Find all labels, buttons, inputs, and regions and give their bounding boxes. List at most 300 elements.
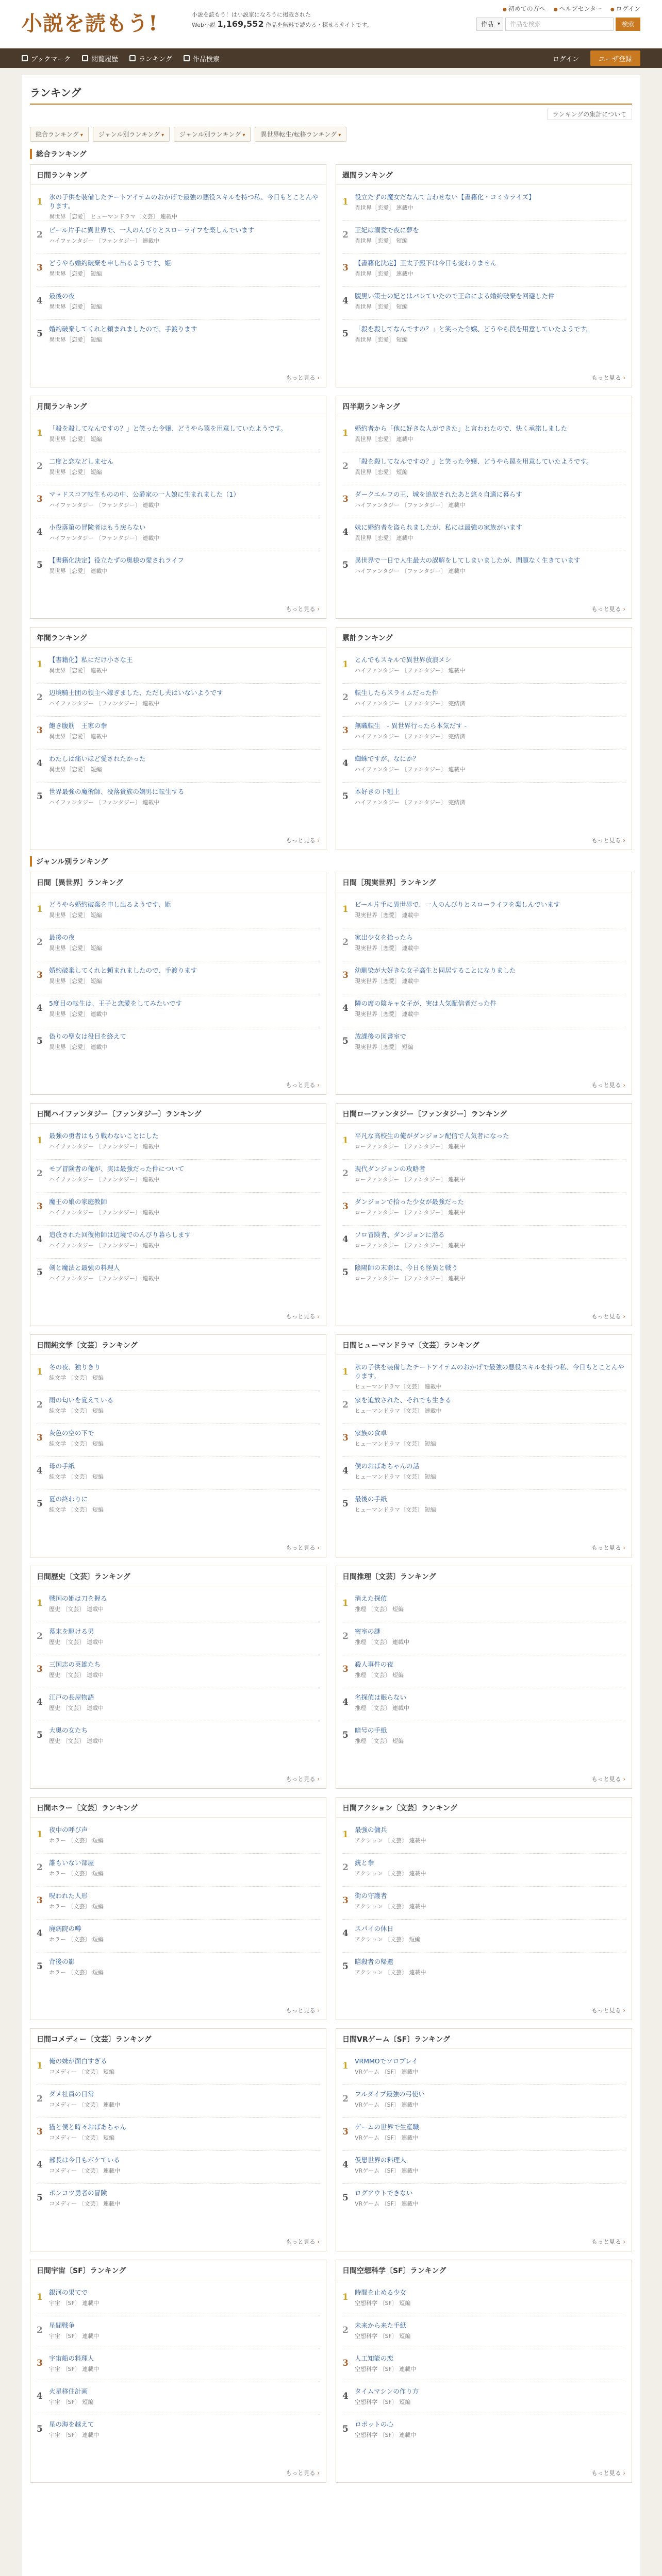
novel-title-link[interactable]: 俺の妹が面白すぎる	[49, 2057, 107, 2065]
ranking-item[interactable]	[342, 1457, 625, 1490]
ranking-item[interactable]	[37, 1457, 320, 1490]
rank-number: 2	[37, 2094, 43, 2104]
ranking-item[interactable]	[37, 1655, 320, 1688]
novel-title-link[interactable]: 腹黒い策士の妃とはバレていたので王命による婚約破棄を回避した件	[355, 292, 555, 300]
more-link[interactable]: もっと見る ›	[286, 2238, 320, 2246]
more-link[interactable]: もっと見る ›	[591, 374, 625, 382]
novel-title-link[interactable]: 【書籍化】私にだけ小さな王	[49, 656, 133, 664]
ranking-item[interactable]	[342, 1027, 625, 1060]
rank-number: 4	[37, 2391, 43, 2401]
crown-icon	[129, 55, 136, 61]
ranking-item[interactable]	[37, 750, 320, 783]
novel-title-link[interactable]: 蜘蛛ですが、なにか？	[355, 755, 420, 762]
novel-title-link[interactable]: 婚約破棄してくれと頼まれましたので、手渡ります	[49, 967, 197, 974]
ranking-item-body	[49, 1164, 320, 1188]
novel-meta: 異世界［恋愛］ 連載中	[355, 270, 413, 277]
novel-title-link[interactable]: 大奥の女たち	[49, 1726, 88, 1734]
ranking-box	[336, 1103, 632, 1326]
ranking-item-body	[355, 1693, 625, 1717]
novel-title-link[interactable]: ゲームの世界で生産職	[355, 2123, 420, 2131]
novel-title-link[interactable]: 時間を止める少女	[355, 2289, 407, 2296]
novel-meta: 異世界［恋愛］ 短編	[49, 469, 102, 476]
novel-title-link[interactable]: 戦国の姫は刀を握る	[49, 1595, 107, 1602]
ranking-item[interactable]	[37, 1027, 320, 1060]
novel-meta: 異世界［恋愛］ 短編	[49, 436, 102, 443]
novel-title-link[interactable]: ログアウトできない	[355, 2189, 413, 2197]
novel-title-link[interactable]: 殺人事件の夜	[355, 1660, 394, 1668]
ranking-item-body	[49, 1891, 320, 1915]
novel-title-link[interactable]: 家出少女を拾ったら	[355, 934, 413, 941]
more-link[interactable]: もっと見る ›	[591, 1775, 625, 1783]
more-link[interactable]: もっと見る ›	[591, 1544, 625, 1552]
novel-meta: コメディー 〔文芸〕 連載中	[49, 2167, 121, 2174]
first-visit-link[interactable]: ● 初めての方へ	[503, 4, 545, 13]
ranking-item-body	[49, 556, 320, 580]
novel-title-link[interactable]: 江戸の長屋物語	[49, 1693, 94, 1701]
novel-title-link[interactable]: ダンジョンで拾った少女が最強だった	[355, 1198, 465, 1206]
rank-number: 2	[342, 2094, 349, 2104]
ranking-item[interactable]	[37, 1920, 320, 1953]
more-link[interactable]: もっと見る ›	[286, 836, 320, 844]
ranking-box	[30, 1797, 326, 2020]
novel-title-link[interactable]: 部長は今日もボケている	[49, 2156, 120, 2164]
ranking-box-title: 日間ハイファンタジー〔ファンタジー〕ランキング	[30, 1104, 326, 1124]
novel-title-link[interactable]: 「殺を殺してなんですの？」と笑った令嬢、どうやら罠を用意していたようです。	[355, 457, 593, 465]
novel-title-link[interactable]: 冬の夜、独りきり	[49, 1363, 101, 1371]
ranking-list	[336, 1586, 632, 1757]
novel-meta: 異世界［恋愛］ 短編	[355, 303, 408, 310]
novel-title-link[interactable]: フルダイブ最強の弓使い	[355, 2090, 425, 2098]
ranking-item[interactable]	[342, 1920, 625, 1953]
ranking-item[interactable]	[37, 1259, 320, 1292]
more-link[interactable]: もっと見る ›	[286, 2469, 320, 2477]
ranking-item-body	[355, 2123, 625, 2146]
ranking-item[interactable]	[37, 1953, 320, 1986]
ranking-item[interactable]	[37, 1424, 320, 1457]
ranking-item[interactable]	[37, 2151, 320, 2184]
novel-title-link[interactable]: 呪われた人形	[49, 1892, 88, 1900]
novel-title-link[interactable]: どうやら婚約破棄を申し出るようです、姫	[49, 901, 171, 908]
novel-title-link[interactable]: 星の海を越えて	[49, 2420, 94, 2428]
ranking-item[interactable]	[37, 254, 320, 287]
ranking-item-body	[355, 193, 625, 216]
novel-title-link[interactable]: 最後の夜	[49, 292, 75, 300]
ranking-item[interactable]	[37, 1821, 320, 1854]
novel-title-link[interactable]: どうやら婚約破棄を申し出るようです、姫	[49, 259, 171, 267]
ranking-item[interactable]	[342, 2151, 625, 2184]
novel-title-link[interactable]: VRMMOでソロプレイ	[355, 2057, 418, 2065]
novel-title-link[interactable]: 幕末を駆ける男	[49, 1628, 94, 1635]
novel-title-link[interactable]: ソロ冒険者、ダンジョンに潜る	[355, 1231, 445, 1239]
novel-title-link[interactable]: 街の守護者	[355, 1892, 387, 1900]
novel-title-link[interactable]: ダークエルフの王、城を追放されたあと悠々自適に暮らす	[355, 490, 522, 498]
ranking-item[interactable]	[342, 684, 625, 717]
novel-meta: 異世界［恋愛］ 短編	[49, 912, 102, 919]
ranking-item[interactable]	[37, 895, 320, 928]
ranking-item[interactable]	[342, 419, 625, 452]
tab-genre[interactable]: ジャンル別ランキング ▾	[93, 127, 170, 142]
novel-title-link[interactable]: 隣の席の陰キャ女子が、実は人気配信者だった件	[355, 999, 497, 1007]
rank-number: 3	[342, 1664, 349, 1674]
ranking-box	[30, 164, 326, 387]
ranking-item[interactable]	[342, 2415, 625, 2448]
novel-title-link[interactable]: 家族の食卓	[355, 1429, 387, 1437]
novel-title-link[interactable]: 密室の謎	[355, 1628, 381, 1635]
novel-title-link[interactable]: 5度目の転生は、王子と恋愛をしてみたいです	[49, 999, 182, 1007]
more-link[interactable]: もっと見る ›	[286, 1775, 320, 1783]
novel-meta: VRゲーム 〔SF〕 連載中	[355, 2069, 419, 2075]
ranking-item[interactable]	[37, 2349, 320, 2382]
ranking-item[interactable]	[342, 2349, 625, 2382]
ranking-item[interactable]	[342, 2382, 625, 2415]
ranking-item[interactable]	[342, 994, 625, 1027]
ranking-item[interactable]	[37, 1688, 320, 1721]
novel-meta: ホラー 〔文芸〕 短編	[49, 1870, 104, 1877]
ranking-item[interactable]	[342, 1854, 625, 1887]
ranking-item[interactable]	[342, 2316, 625, 2349]
novel-title-link[interactable]: 誰もいない部屋	[49, 1859, 94, 1867]
ranking-item[interactable]	[342, 518, 625, 551]
novel-title-link[interactable]: とんでもスキルで異世界放浪メシ	[355, 656, 452, 664]
ranking-item-body	[49, 2420, 320, 2444]
novel-title-link[interactable]: タイムマシンの作り方	[355, 2387, 419, 2395]
novel-title-link[interactable]: 名探偵は眠らない	[355, 1693, 407, 1701]
more-link[interactable]: もっと見る ›	[286, 2006, 320, 2014]
search-input[interactable]: 作品を検索	[505, 18, 614, 31]
ranking-item[interactable]	[342, 1721, 625, 1754]
rank-number: 3	[37, 725, 43, 736]
ranking-item[interactable]	[342, 2052, 625, 2085]
novel-title-link[interactable]: 星間戦争	[49, 2321, 75, 2329]
novel-title-link[interactable]: マッドスコア転生ものの中、公爵家の一人娘に生まれました（1）	[49, 490, 240, 498]
rank-number: 3	[37, 1433, 43, 1443]
novel-title-link[interactable]: 偽りの聖女は役目を終えて	[49, 1032, 127, 1040]
novel-title-link[interactable]: 追放された回復術師は辺境でのんびり暮らします	[49, 1231, 191, 1239]
ranking-item[interactable]	[37, 1358, 320, 1391]
ranking-item[interactable]	[342, 1821, 625, 1854]
rank-number: 4	[37, 296, 43, 306]
ranking-item[interactable]	[37, 485, 320, 518]
ranking-item[interactable]	[37, 2118, 320, 2151]
ranking-item[interactable]	[37, 1854, 320, 1887]
novel-title-link[interactable]: 王妃は溺愛で夜に夢を	[355, 226, 420, 234]
ranking-info-link[interactable]: ランキングの集計について	[547, 109, 632, 120]
ranking-item[interactable]	[37, 1193, 320, 1226]
novel-title-link[interactable]: 辺境騎士団の領主へ嫁ぎました、ただし夫はいないようです	[49, 689, 223, 697]
novel-title-link[interactable]: 銃と拳	[355, 1859, 374, 1867]
ranking-item[interactable]	[37, 1226, 320, 1259]
rank-number: 1	[342, 428, 349, 438]
novel-title-link[interactable]: 【書籍化決定】役立たずの奥様の愛されライフ	[49, 556, 184, 564]
novel-title-link[interactable]: 剣と魔法と最強の料理人	[49, 1264, 120, 1272]
ranking-item[interactable]	[37, 2382, 320, 2415]
ranking-item-body	[355, 1396, 625, 1419]
ranking-item[interactable]	[37, 1589, 320, 1622]
ranking-item[interactable]	[37, 928, 320, 961]
ranking-item-body	[49, 1627, 320, 1651]
novel-title-link[interactable]: 暗号の手紙	[355, 1726, 387, 1734]
ranking-item[interactable]	[342, 651, 625, 684]
novel-title-link[interactable]: 母の手紙	[49, 1462, 75, 1470]
novel-title-link[interactable]: 仮想世界の料理人	[355, 2156, 407, 2164]
ranking-item-body	[49, 2387, 320, 2411]
novel-title-link[interactable]: 魔王の娘の家庭教師	[49, 1198, 107, 1206]
rank-number: 5	[342, 329, 349, 339]
ranking-item[interactable]	[342, 485, 625, 518]
novel-meta: ハイファンタジー 〔ファンタジー〕 連載中	[49, 1242, 160, 1249]
novel-title-link[interactable]: ロボットの心	[355, 2420, 394, 2428]
novel-title-link[interactable]: 婚約者から「他に好きな人ができた」と言われたので、快く承諾しました	[355, 425, 568, 432]
ranking-item-body	[355, 1627, 625, 1651]
novel-title-link[interactable]: 猫と僕と時々おばあちゃん	[49, 2123, 127, 2131]
ranking-item-body	[49, 1263, 320, 1287]
novel-meta: 歴史 〔文芸〕 連載中	[49, 1672, 104, 1679]
more-link[interactable]: もっと見る ›	[591, 1081, 625, 1089]
nav-register[interactable]	[590, 50, 640, 66]
novel-title-link[interactable]: 放課後の図書室で	[355, 1032, 407, 1040]
ranking-item[interactable]	[37, 2052, 320, 2085]
ranking-item[interactable]	[37, 1887, 320, 1920]
novel-title-link[interactable]: 暗殺者の帰還	[355, 1958, 394, 1965]
ranking-item[interactable]	[342, 1226, 625, 1259]
novel-title-link[interactable]: 最強の傭兵	[355, 1826, 387, 1834]
novel-title-link[interactable]: 背後の影	[49, 1958, 75, 1965]
novel-title-link[interactable]: 灰色の空の下で	[49, 1429, 94, 1437]
ranking-item[interactable]	[37, 2415, 320, 2448]
novel-meta: ホラー 〔文芸〕 短編	[49, 1837, 104, 1844]
ranking-item[interactable]	[342, 1193, 625, 1226]
novel-meta: コメディー 〔文芸〕 短編	[49, 2134, 115, 2141]
ranking-item[interactable]	[342, 2184, 625, 2217]
ranking-item-body	[355, 2321, 625, 2345]
novel-title-link[interactable]: 妹に婚約者を盗られましたが、私には最強の家族がいます	[355, 523, 523, 531]
login-link[interactable]: ● ログイン	[610, 4, 640, 13]
nav-ranking[interactable]	[129, 54, 184, 63]
ranking-item[interactable]	[37, 717, 320, 750]
novel-meta: 歴史 〔文芸〕 連載中	[49, 1606, 104, 1613]
novel-meta: 宇宙 〔SF〕 連載中	[49, 2333, 100, 2340]
novel-title-link[interactable]: 平凡な高校生の俺がダンジョン配信で人気者になった	[355, 1132, 509, 1140]
ranking-item-body	[49, 754, 320, 778]
ranking-item[interactable]	[342, 1887, 625, 1920]
ranking-item[interactable]	[342, 1490, 625, 1523]
novel-title-link[interactable]: 最後の夜	[49, 934, 75, 941]
ranking-item[interactable]	[342, 1622, 625, 1655]
novel-title-link[interactable]: 飽き腹筋 王家の拳	[49, 722, 107, 730]
ranking-item[interactable]	[37, 1127, 320, 1160]
ranking-item[interactable]	[37, 2283, 320, 2316]
ranking-item[interactable]	[37, 551, 320, 584]
more-link[interactable]: もっと見る ›	[286, 1544, 320, 1552]
ranking-box-title: 日間ヒューマンドラマ〔文芸〕ランキング	[336, 1335, 632, 1355]
novel-title-link[interactable]: 現代ダンジョンの攻略者	[355, 1165, 426, 1173]
tab-genre-2[interactable]: ジャンル別ランキング ▾	[174, 127, 251, 142]
ranking-item[interactable]	[37, 1622, 320, 1655]
novel-title-link[interactable]: モブ冒険者の俺が、実は最強だった件について	[49, 1165, 185, 1173]
ranking-item[interactable]	[37, 1391, 320, 1424]
ranking-item[interactable]	[37, 2085, 320, 2118]
ranking-item[interactable]	[342, 188, 625, 221]
ranking-item[interactable]	[342, 320, 625, 353]
ranking-item[interactable]	[342, 750, 625, 783]
ranking-item[interactable]	[37, 452, 320, 485]
novel-title-link[interactable]: 【書籍化決定】王太子殿下は今日も変わりません	[355, 259, 497, 267]
novel-title-link[interactable]: 消えた探偵	[355, 1595, 387, 1602]
more-link[interactable]: もっと見る ›	[591, 2006, 625, 2014]
logo-text[interactable]: 小説を読もう!	[22, 11, 158, 36]
ranking-item[interactable]	[342, 961, 625, 994]
novel-title-link[interactable]: 廃病院の噂	[49, 1925, 81, 1933]
more-link[interactable]: もっと見る ›	[286, 1081, 320, 1089]
ranking-item[interactable]	[342, 1655, 625, 1688]
ranking-item[interactable]	[37, 419, 320, 452]
more-link[interactable]: もっと見る ›	[591, 2469, 625, 2477]
search-button[interactable]: 検索	[616, 18, 640, 31]
ranking-item[interactable]	[342, 1358, 625, 1391]
ranking-item[interactable]	[37, 684, 320, 717]
novel-title-link[interactable]: 僕のおばあちゃんの話	[355, 1462, 420, 1470]
ranking-item[interactable]	[342, 1259, 625, 1292]
novel-title-link[interactable]: 銀河の果てで	[49, 2289, 88, 2296]
ranking-item[interactable]	[342, 1391, 625, 1424]
tab-overall[interactable]: 総合ランキング ▾	[30, 127, 89, 142]
novel-title-link[interactable]: 異世界で一日で人生最大の誤解をしてしまいましたが、問題なく生きています	[355, 556, 581, 564]
ranking-item[interactable]	[342, 551, 625, 584]
ranking-item[interactable]	[342, 2283, 625, 2316]
ranking-item[interactable]	[342, 928, 625, 961]
nav-label: 作品検索	[192, 55, 220, 63]
ranking-item[interactable]	[342, 783, 625, 816]
more-link[interactable]: もっと見る ›	[286, 1312, 320, 1320]
novel-title-link[interactable]: 夜中の呼び声	[49, 1826, 88, 1834]
rank-number: 5	[342, 2193, 349, 2203]
more-link[interactable]: もっと見る ›	[591, 2238, 625, 2246]
nav-label: ユーザ登録	[598, 55, 632, 63]
ranking-item-body	[49, 2090, 320, 2113]
ranking-item-body	[355, 1924, 625, 1948]
ranking-item[interactable]	[342, 452, 625, 485]
novel-title-link[interactable]: 最強の勇者はもう戦わないことにした	[49, 1132, 159, 1140]
ranking-item[interactable]	[37, 287, 320, 320]
novel-title-link[interactable]: 世界最強の魔術師、没落貴族の嫡男に転生する	[49, 788, 185, 795]
ranking-item-body	[49, 2321, 320, 2345]
novel-title-link[interactable]: 未来から来た手紙	[355, 2321, 407, 2329]
novel-title-link[interactable]: 二度と恋などしません	[49, 457, 114, 465]
novel-title-link[interactable]: 無職転生 - 異世界行ったら本気だす -	[355, 722, 467, 730]
ranking-item[interactable]	[342, 2118, 625, 2151]
ranking-item[interactable]	[342, 1424, 625, 1457]
ranking-item[interactable]	[37, 518, 320, 551]
novel-title-link[interactable]: 最後の手紙	[355, 1495, 387, 1503]
tab-isekai[interactable]: 異世界転生/転移ランキング ▾	[255, 127, 346, 142]
ranking-item[interactable]	[342, 221, 625, 254]
novel-title-link[interactable]: スパイの休日	[355, 1925, 394, 1933]
ranking-item[interactable]	[37, 188, 320, 221]
main-nav	[0, 48, 662, 68]
ranking-item[interactable]	[342, 254, 625, 287]
novel-title-link[interactable]: 「殺を殺してなんですの？」と笑った令嬢、どうやら罠を用意していたようです。	[49, 425, 287, 432]
novel-title-link[interactable]: ダメ社員の日常	[49, 2090, 94, 2098]
ranking-item[interactable]	[342, 895, 625, 928]
novel-title-link[interactable]: 人工知能の恋	[355, 2354, 394, 2362]
ranking-item[interactable]	[37, 994, 320, 1027]
help-center-link[interactable]: ● ヘルプセンター	[554, 4, 602, 13]
novel-title-link[interactable]: 婚約破棄してくれと頼まれましたので、手渡ります	[49, 325, 197, 333]
novel-title-link[interactable]: ビール片手に異世界で、一人のんびりとスローライフを楽しんでいます	[355, 901, 560, 908]
ranking-item[interactable]	[342, 287, 625, 320]
ranking-item[interactable]	[342, 1589, 625, 1622]
ranking-box-title: 累計ランキング	[336, 628, 632, 648]
nav-bookmark[interactable]	[22, 54, 82, 63]
novel-title-link[interactable]: 本好きの下剋上	[355, 788, 400, 795]
rank-number: 1	[37, 904, 43, 914]
novel-title-link[interactable]: わたしは痛いほど愛されたかった	[49, 755, 146, 762]
search-type-select[interactable]: 作品 ▾	[476, 18, 503, 31]
ranking-item-body	[355, 1726, 625, 1750]
ranking-item[interactable]	[37, 961, 320, 994]
ranking-item-body	[355, 688, 625, 712]
ranking-item[interactable]	[37, 1721, 320, 1754]
ranking-item[interactable]	[342, 2085, 625, 2118]
novel-title-link[interactable]: 転生したらスライムだった件	[355, 689, 439, 697]
ranking-box-title: 月間ランキング	[30, 396, 326, 416]
novel-title-link[interactable]: 三国志の英雄たち	[49, 1660, 101, 1668]
more-link[interactable]: もっと見る ›	[286, 374, 320, 382]
ranking-box	[30, 872, 326, 1095]
ranking-box-title: 日間推理〔文芸〕ランキング	[336, 1566, 632, 1586]
nav-login[interactable]	[553, 54, 590, 63]
nav-history[interactable]	[82, 54, 129, 63]
ranking-item[interactable]	[37, 1160, 320, 1193]
novel-title-link[interactable]: 氷の子供を装備したチートアイテムのおかげで最強の悪役スキルを持つ私、今日もとことんやります。	[355, 1363, 624, 1380]
ranking-item[interactable]	[37, 2316, 320, 2349]
ranking-item[interactable]	[37, 2184, 320, 2217]
ranking-item[interactable]	[342, 717, 625, 750]
more-link[interactable]: もっと見る ›	[286, 605, 320, 613]
ranking-box-title: 日間歴史〔文芸〕ランキング	[30, 1566, 326, 1586]
ranking-item[interactable]	[342, 1160, 625, 1193]
novel-title-link[interactable]: 夏の終わりに	[49, 1495, 88, 1503]
ranking-item[interactable]	[37, 221, 320, 254]
site-logo[interactable]	[22, 7, 158, 37]
ranking-item-body	[355, 424, 625, 448]
ranking-item[interactable]	[37, 1490, 320, 1523]
novel-title-link[interactable]: 家を追放された、それでも生きる	[355, 1396, 452, 1404]
novel-title-link[interactable]: 小役落第の冒険者はもう戻らない	[49, 523, 146, 531]
rank-number: 5	[37, 1730, 43, 1740]
novel-title-link[interactable]: 「殺を殺してなんですの？」と笑った令嬢、どうやら罠を用意していたようです。	[355, 325, 593, 333]
more-link[interactable]: もっと見る ›	[591, 605, 625, 613]
more-link[interactable]: もっと見る ›	[591, 1312, 625, 1320]
ranking-item[interactable]	[37, 320, 320, 353]
ranking-item[interactable]	[37, 783, 320, 816]
novel-title-link[interactable]: 幼馴染が大好きな女子高生と同居することになりました	[355, 967, 516, 974]
novel-title-link[interactable]: 宇宙船の料理人	[49, 2354, 94, 2362]
novel-title-link[interactable]: 役立たずの魔女だなんて言わせない【書籍化・コミカライズ】	[355, 193, 535, 201]
novel-title-link[interactable]: 氷の子供を装備したチートアイテムのおかげで最強の悪役スキルを持つ私、今日もとことんやります。	[49, 193, 319, 210]
ranking-item[interactable]	[342, 1127, 625, 1160]
novel-title-link[interactable]: ビール片手に異世界で、一人のんびりとスローライフを楽しんでいます	[49, 226, 255, 234]
novel-title-link[interactable]: 陰陽師の末裔は、今日も怪異と戦う	[355, 1264, 458, 1272]
ranking-item[interactable]	[37, 651, 320, 684]
ranking-item[interactable]	[342, 1953, 625, 1986]
nav-search[interactable]	[184, 54, 231, 63]
novel-title-link[interactable]: 雨の匂いを覚えている	[49, 1396, 114, 1404]
ranking-item[interactable]	[342, 1688, 625, 1721]
novel-title-link[interactable]: ポンコツ勇者の冒険	[49, 2189, 107, 2197]
more-link[interactable]: もっと見る ›	[591, 836, 625, 844]
novel-title-link[interactable]: 火星移住計画	[49, 2387, 88, 2395]
